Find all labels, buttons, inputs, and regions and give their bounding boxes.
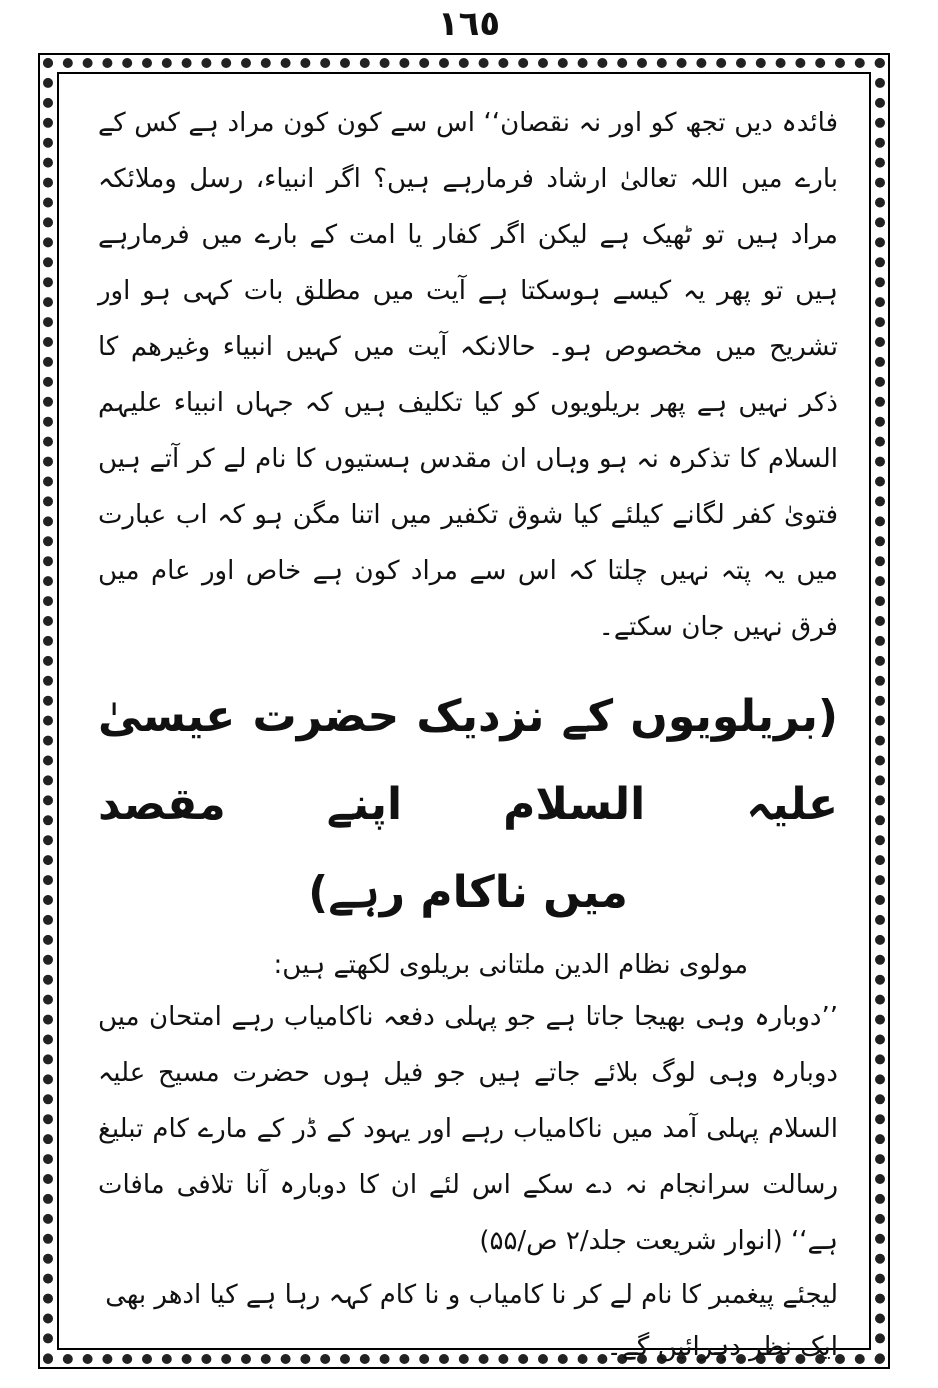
- quote-intro: مولوی نظام الدین ملتانی بریلوی لکھتے ہیں:: [273, 950, 748, 980]
- section-heading-line-1: (بریلویوں کے نزدیک حضرت عیسیٰ علیہ السلام اپنے مقصد: [98, 691, 838, 830]
- section-heading-line-2: میں ناکام رہے): [308, 867, 628, 918]
- section-heading: [98, 673, 838, 937]
- page-number: ١٦٥: [437, 4, 501, 44]
- closing-remark: لیجئے پیغمبر کا نام لے کر نا کامیاب و نا کام کہہ رہا ہے کیا ادھر بھی ایک نظر دہرائیں گے۔: [105, 1280, 838, 1362]
- quotation: ’’دوبارہ وہی بھیجا جاتا ہے جو پہلی دفعہ ناکامیاب رہے امتحان میں دوبارہ وہی لوگ بلائے جاتے ہیں جو فیل ہوں حضرت مسیح علیہ السلام پہلی آمد میں ناکامیاب رہے اور یہود کے ڈر کے مارے کام تبلیغ رسالت سرانجام نہ دے سکے اس لئے ان کا دوبارہ آنا تلافی مافات ہے‘‘ (انوار شریعت جلد/۲ ص/۵۵): [98, 1002, 838, 1256]
- page-content: [98, 95, 838, 1373]
- body-paragraph: فائدہ دیں تجھ کو اور نہ نقصان‘‘ اس سے کون کون مراد ہے کس کے بارے میں اللہ تعالیٰ ارشاد فرمارہے ہیں؟ اگر انبیاء، رسل وملائکہ مراد ہیں تو ٹھیک ہے لیکن اگر کفار یا امت کے بارے میں فرمارہے ہیں تو پھر یہ کیسے ہوسکتا ہے آیت میں مطلق بات کہی ہو اور تشریح میں مخصوص ہو۔ حالانکہ آیت میں کہیں انبیاء وغیرھم کا ذکر نہیں ہے پھر بریلویوں کو کیا تکلیف ہیں کہ جہاں انبیاء علیہم السلام کا تذکرہ نہ ہو وہاں ان مقدس ہستیوں کا نام لے کر آتے ہیں فتویٰ کفر لگانے کیلئے کیا شوق تکفیر میں اتنا مگن ہو کہ اب عبارت میں یہ پتہ نہیں چلتا کہ اس سے مراد کون ہے خاص اور عام میں فرق نہیں جان سکتے۔: [98, 108, 838, 642]
